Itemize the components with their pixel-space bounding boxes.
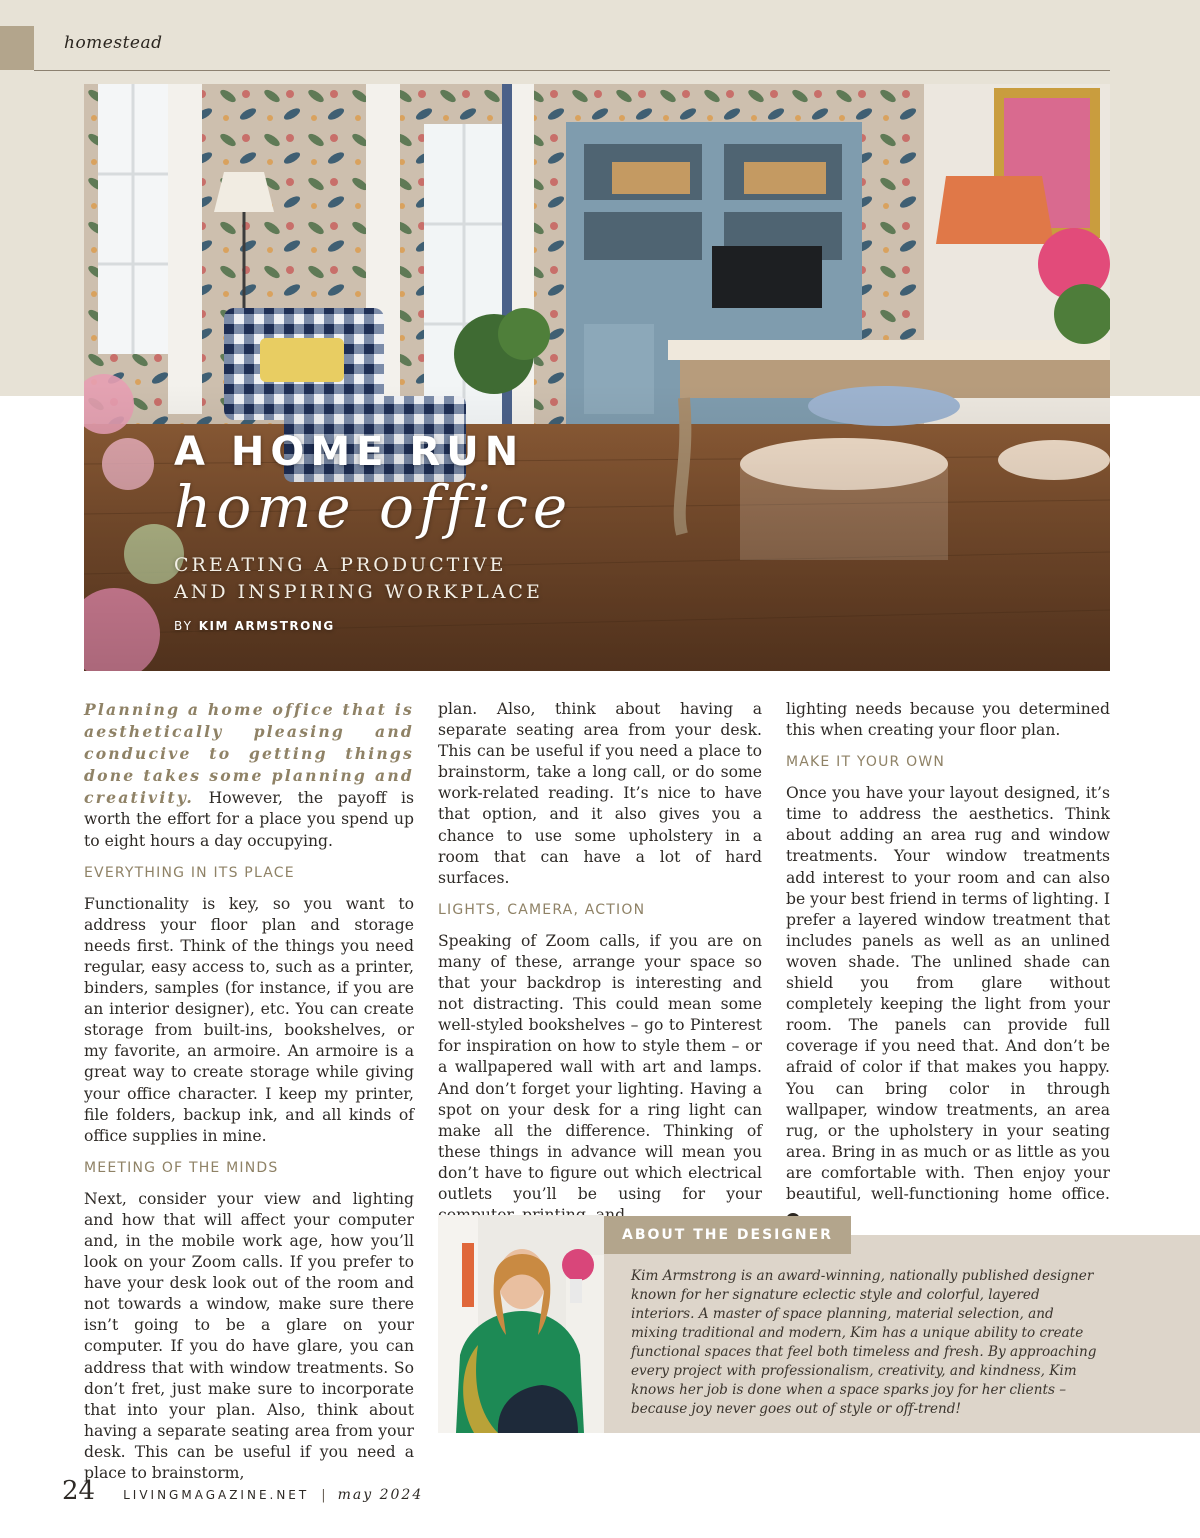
hero-photo [84, 84, 1110, 671]
designer-bio: Kim Armstrong is an award-winning, nationally published designer known for her signature eclectic style and colorful, layered interiors. A master of space planning, material selection, and mixing traditional and modern, Kim has a unique ability to create functional spaces that feel both timeless and fresh. By approaching every project with professionalism, creativity, and kindness, Kim knows her job is done when a space sparks joy for her clients – because joy never goes out of style or off-trend! [631, 1268, 1097, 1417]
subtitle-line-2: AND INSPIRING WORKPLACE [174, 581, 543, 603]
paragraph-aesthetics-text: Once you have your layout designed, it’s time to address the aesthetics. Think about adding an area rug and window treatments. Your window treatments add interest to your room and can also be your best friend in terms of lighting. I prefer a layered window treatment that includes panels as well as an unlined woven shade. The unlined shade can shield you from glare without completely keeping the light from your room. The panels can provide full coverage if you need that. And don’t be afraid of color if that makes you happy. You can bring color in through wallpaper, window treatments, an area rug, or the upholstery in your seating area. Bring in as much or as little as you are comfortable with. Then enjoy your beautiful, well-functioning home office. [786, 784, 1110, 1203]
header-rule [34, 70, 1110, 71]
lead-rest: However, the payoff is worth the effort for a place you spend up to eight hours a day occupying. [84, 789, 414, 850]
lead-italic: Planning a home office that is aesthetically pleasing and conducive to getting things done takes some planning and creativity. [84, 700, 414, 808]
section-label: homestead [64, 33, 163, 53]
byline-author: KIM ARMSTRONG [198, 619, 335, 633]
byline [174, 619, 572, 633]
section-tab [0, 26, 34, 70]
heading-meeting-of-the-minds: MEETING OF THE MINDS [84, 1159, 279, 1176]
page-footer [62, 1476, 423, 1506]
heading-make-it-your-own: MAKE IT YOUR OWN [786, 754, 946, 771]
heading-lights-camera-action: LIGHTS, CAMERA, ACTION [438, 901, 646, 918]
article-column-1 [84, 699, 414, 1484]
byline-prefix: BY [174, 619, 193, 633]
title-line-1: A HOME RUN [174, 429, 525, 475]
designer-portrait [438, 1215, 604, 1433]
paragraph-lighting-needs: lighting needs because you determined this when creating your floor plan. [786, 700, 1110, 740]
article-column-2 [438, 699, 762, 1226]
page-number: 24 [62, 1476, 96, 1506]
paragraph-zoom-calls: Speaking of Zoom calls, if you are on many of these, arrange your space so that your backdrop is interesting and not distracting. This could mean some well-styled bookshelves – go to Pinterest for inspiration on how to style them – or a wallpapered wall with art and lamps. And don’t forget your lighting. Having a spot on your desk for a ring light can make all the difference. Thinking of these things in advance will mean you don’t have to figure out which electrical outlets you’ll be using for your [438, 931, 762, 1203]
footer-separator: | [321, 1488, 326, 1503]
about-designer-label: ABOUT THE DESIGNER [604, 1216, 851, 1254]
designer-photo [438, 1215, 604, 1433]
title-line-2: home office [174, 473, 573, 541]
lead-paragraph [84, 699, 414, 852]
paragraph-aesthetics [786, 783, 1110, 1227]
paragraph-storage: Functionality is key, so you want to address your floor plan and storage needs first. Think of the things you need regular, easy access to, such as a printer, binders, samples (for instance, if you are an interior designer), etc. You can create storage from built-ins, bookshelves, or my favorite, an armoire. An armoire is a great way to create storage while giving your office character. I keep my printer, file folders, backup ink, and all kinds of office supplies in mine. [84, 894, 414, 1145]
footer-issue: may 2024 [337, 1487, 424, 1503]
paragraph-seating-area: plan. Also, think about having a separate seating area from your desk. This can be useful if you need a place to brainstorm, take a long call, or do some work-related reading. It’s nice to have that option, and it also gives you a chance to use some upholstery in a room that can have a lot of hard surfaces. [438, 700, 762, 887]
article-column-3 [786, 699, 1110, 1227]
heading-everything-in-its-place: EVERYTHING IN ITS PLACE [84, 864, 295, 881]
paragraph-view-lighting: Next, consider your view and lighting and how that will affect your computer and, in the mobile work age, how you’ll look on your Zoom calls. If you prefer to have your desk look out of the room and not towards a window, make sure there isn’t going to be a glare on your computer. If you do have glare, you can address that with window treatments. So don’t fret, just make sure to incorporate that into your plan. Also, think about having a separate seating area from your desk. This can be useful if you need a place to brainstorm, [84, 1189, 414, 1482]
headline-block [174, 430, 572, 633]
subtitle-line-1: CREATING A PRODUCTIVE [174, 554, 507, 576]
footer-website: LIVINGMAGAZINE.NET [123, 1488, 310, 1502]
subtitle [174, 552, 572, 606]
